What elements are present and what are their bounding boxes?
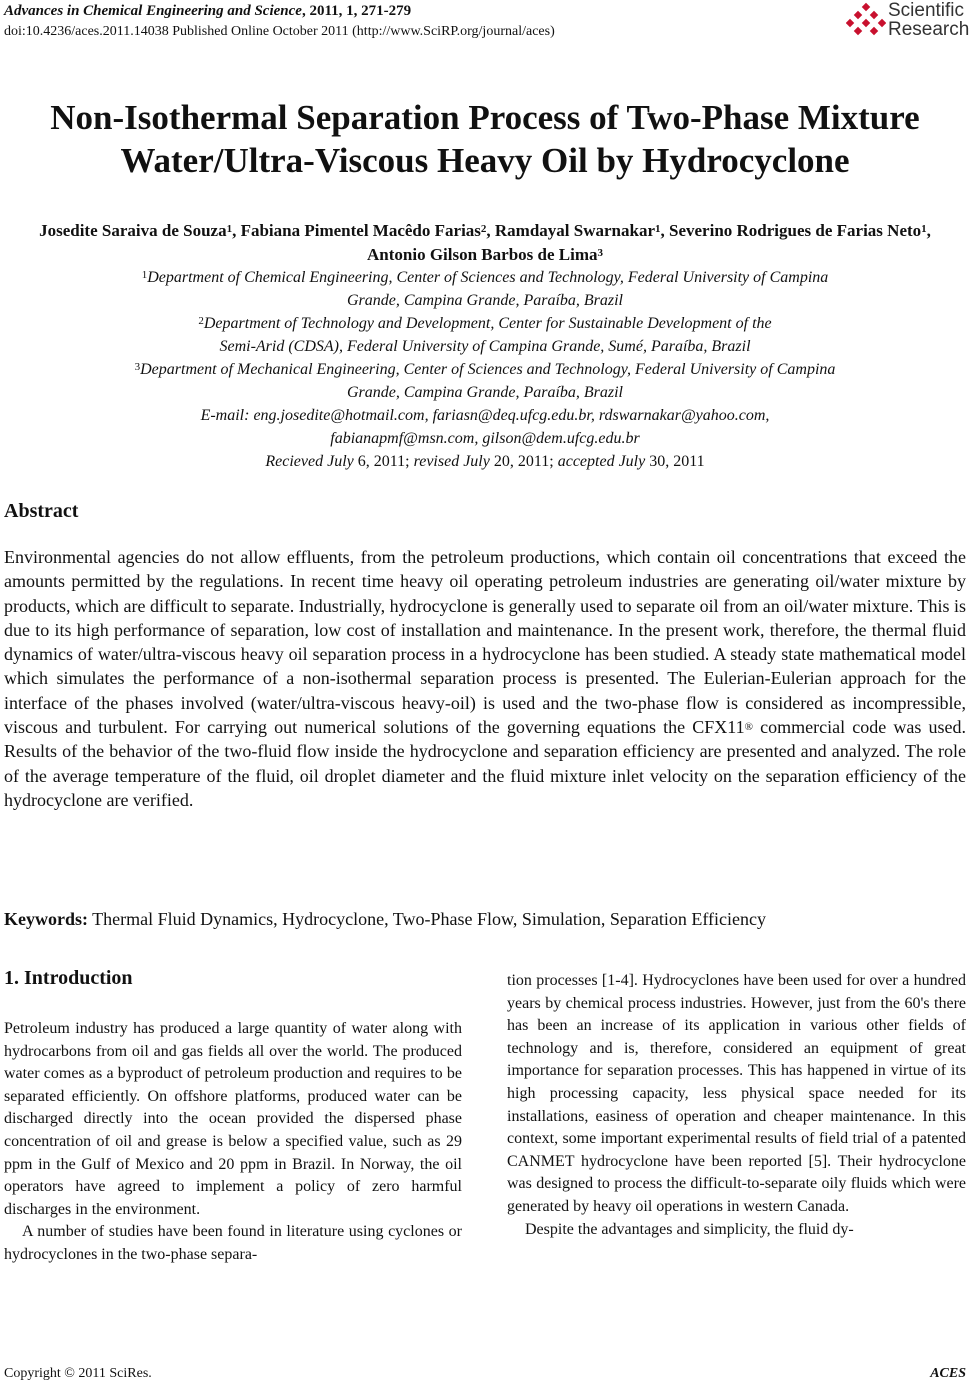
affiliation-3-cont: Grande, Campina Grande, Paraíba, Brazil xyxy=(347,384,623,401)
author-name: Antonio Gilson Barbos de Lima xyxy=(367,245,598,264)
author-affil-sup: 1 xyxy=(226,223,233,235)
doi-line: doi:10.4236/aces.2011.14038 Published Online October 2011 (http://www.SciRP.org/journal/aces) xyxy=(4,24,555,39)
affiliation-1: $^1$Department of Chemical Engineering, Center of Sciences and Technology, Federal University of Campina xyxy=(141,269,829,286)
dates-line: Recieved July 6, 2011; revised July 20, 2011; accepted July 30, 2011 xyxy=(265,453,705,470)
author-name: Fabiana Pimentel Macêdo Farias xyxy=(240,221,481,240)
right-column xyxy=(507,970,966,1241)
author-name: Severino Rodrigues de Farias Neto xyxy=(669,221,922,240)
publisher-logo xyxy=(846,0,970,46)
paragraph: A number of studies have been found in literature using cyclones or hydrocyclones in the two-phase separa- xyxy=(4,1223,462,1263)
keywords-text: Thermal Fluid Dynamics, Hydrocyclone, Two-Phase Flow, Simulation, Separation Efficiency xyxy=(88,909,766,929)
logo-text xyxy=(888,1,969,39)
author-affil-sup: 3 xyxy=(597,247,603,259)
journal-citation xyxy=(4,3,411,20)
author-name: Ramdayal Swarnakar xyxy=(494,221,656,240)
affiliation-1-cont: Grande, Campina Grande, Paraíba, Brazil xyxy=(347,292,623,309)
email-line: E-mail: eng.josedite@hotmail.com, fariasn@deq.ufcg.edu.br, rdswarnakar@yahoo.com, xyxy=(200,407,770,424)
paragraph: Despite the advantages and simplicity, the fluid dy- xyxy=(525,1220,854,1238)
keywords xyxy=(4,907,966,931)
author-affil-sup: 1 xyxy=(655,223,661,235)
footer-copyright: Copyright © 2011 SciRes. xyxy=(4,1366,152,1381)
author-affil-sup: 1 xyxy=(921,223,927,235)
affiliation-2: $^2$Department of Technology and Development, Center for Sustainable Development of the xyxy=(198,315,772,332)
author-list: Josedite Saraiva de Souza$^1$, Fabiana Pimentel Macêdo Farias$^2$, Ramdayal Swarnakar$^1$, Severino Rodrigues de Farias Neto$^1$, Antonio Gilson Barbos de Lima$^3$ xyxy=(39,221,931,264)
logo-mark-icon xyxy=(846,2,886,42)
author-affil-sup: 2 xyxy=(480,223,487,235)
paper-title xyxy=(0,96,970,182)
affiliation-3: $^3$Department of Mechanical Engineering, Center of Sciences and Technology, Federal University of Campina xyxy=(134,361,836,378)
journal-name: Advances in Chemical Engineering and Science xyxy=(4,3,302,19)
title-line2: Water/Ultra-Viscous Heavy Oil by Hydrocyclone xyxy=(120,141,850,180)
affiliations xyxy=(10,266,960,473)
journal-issue: , 2011, 1, 271-279 xyxy=(301,3,412,19)
abstract-heading: Abstract xyxy=(4,500,79,522)
email-line-cont: fabianapmf@msn.com, gilson@dem.ufcg.edu.br xyxy=(330,430,640,447)
left-column xyxy=(4,1018,462,1267)
section-heading: 1. Introduction xyxy=(4,967,133,989)
affiliation-2-cont: Semi-Arid (CDSA), Federal University of Campina Grande, Sumé, Paraíba, Brazil xyxy=(219,338,751,355)
title-line1: Non-Isothermal Separation Process of Two-Phase Mixture xyxy=(50,98,920,137)
abstract-body: Environmental agencies do not allow effluents, from the petroleum productions, which contain oil concentrations that exceed the amounts permitted by the regulations. In recent time heavy oil operating petroleum industries are generating oil/water mixture by products, which are difficult to separate. Industrially, hydrocyclone is generally used to separate oil from an oil/water mixture. This is due to its high performance of separation, low cost of installation and maintenance. In the present work, therefore, the thermal fluid dynamics of water/ultra-viscous heavy oil separation process in a hydrocyclone has been studied. A steady state mathematical model which simulates the performance of a non-isothermal separation process is presented. The Eulerian-Eulerian approach for the interface of the phases involved (water/ultra-viscous heavy-oil) is used and the two-phase flow is considered as incompressible, viscous and turbulent. For carrying out numerical solutions of the governing equations the CFX11® commercial code was used. Results of the behavior of the two-fluid flow inside the hydrocyclone and separation efficiency are presented and analyzed. The role of the average temperature of the fluid, oil droplet diameter and the fluid mixture inlet velocity on the separation efficiency of the hydrocyclone are verified. xyxy=(4,547,967,810)
author-name: Josedite Saraiva de Souza xyxy=(39,221,227,240)
logo-line1: Scientific xyxy=(888,0,965,21)
paragraph: Petroleum industry has produced a large quantity of water along with hydrocarbons from oil and gas fields all over the world. The produced water comes as a byproduct of petroleum production and requires to be separated efficiently. On offshore platforms, produced water can be discharged directly into the ocean provided the dispersed phase concentration of oil and grease is below a specified value, such as 29 ppm in the Gulf of Mexico and 20 ppm in Brazil. In Norway, the oil operators have agreed to implement a policy of zero harmful discharges in the environment. xyxy=(4,1020,462,1218)
registered-mark: ® xyxy=(744,721,753,734)
keywords-label: Keywords: xyxy=(4,909,88,929)
logo-line2: Research xyxy=(888,19,970,40)
paragraph: tion processes [1-4]. Hydrocyclones have been used for over a hundred years by chemical process industries. However, just from the 60's there has been an increase of its application in various other fields of technology and is, therefore, considered an equipment of great importance for separation processes. This has happened in virtue of its high processing capacity, less physical space needed for its installations, easiness of operation and cheaper maintenance. In this context, some important experimental results of field trial of a patented CANMET hydrocyclone have been reported [5]. Their hydrocyclone was designed to process the difficult-to-separate oily fluids which were generated by heavy oil operations in western Canada. xyxy=(507,972,966,1215)
footer-journal-abbrev: ACES xyxy=(930,1366,966,1381)
